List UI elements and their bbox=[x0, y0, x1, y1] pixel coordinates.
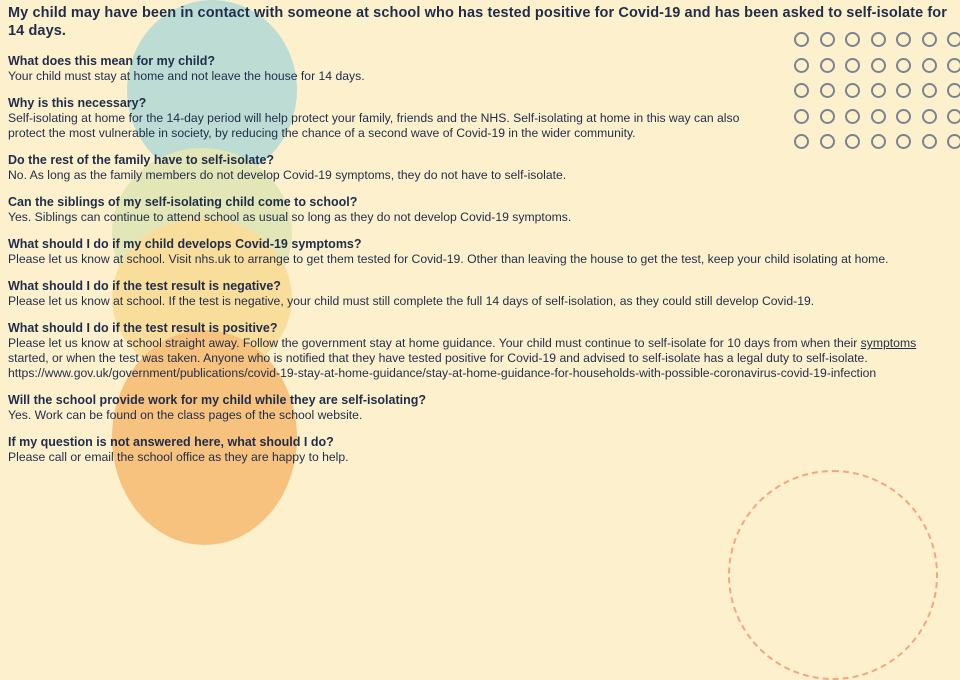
decorative-dashed-arc bbox=[728, 470, 938, 680]
answer-text: Please let us know at school straight away. Follow the government stay at home guidance. Your child must continue to self-isolate for 10 days from when their bbox=[8, 336, 861, 350]
faq-question: Will the school provide work for my child while they are self-isolating? bbox=[8, 393, 427, 407]
faq-item-why-necessary bbox=[8, 96, 953, 141]
faq-item-contact bbox=[8, 435, 953, 465]
faq-answer: Please let us know at school. Visit nhs.uk to arrange to get them tested for Covid-19. Other than leaving the house to get the test, keep your child isolating at home. bbox=[8, 252, 889, 266]
faq-answer: Your child must stay at home and not leave the house for 14 days. bbox=[8, 69, 365, 83]
faq-item-siblings bbox=[8, 195, 953, 225]
faq-answer: Yes. Work can be found on the class pages of the school website. bbox=[8, 408, 363, 422]
faq-item-meaning bbox=[8, 54, 953, 84]
faq-item-positive-result bbox=[8, 321, 953, 381]
faq-answer: Yes. Siblings can continue to attend school as usual so long as they do not develop Covid-19 symptoms. bbox=[8, 210, 572, 224]
faq-item-school-work bbox=[8, 393, 953, 423]
page-title: My child may have been in contact with someone at school who has tested positive for Covid-19 and has been asked to self-isolate for 14 days. bbox=[8, 5, 947, 39]
faq-item-symptoms bbox=[8, 237, 953, 267]
faq-question: If my question is not answered here, what should I do? bbox=[8, 435, 334, 449]
faq-answer: No. As long as the family members do not develop Covid-19 symptoms, they do not have to self-isolate. bbox=[8, 168, 567, 182]
faq-question: What should I do if the test result is positive? bbox=[8, 321, 278, 335]
faq-question: Do the rest of the family have to self-isolate? bbox=[8, 153, 275, 167]
faq-question: Can the siblings of my self-isolating child come to school? bbox=[8, 195, 358, 209]
answer-text: started, or when the test was taken. Anyone who is notified that they have tested positive for Covid-19 and advised to self-isolate has a legal duty to self-isolate. https://www.gov.uk/government/publications/covid-19-stay-at-home-guidance/stay-at-home-guidance-for-households-with-possible-coronavirus-covid-19-infection bbox=[8, 351, 877, 380]
faq-question: Why is this necessary? bbox=[8, 96, 147, 110]
faq-answer: Please let us know at school. If the test is negative, your child must still complete the full 14 days of self-isolation, as they could still develop Covid-19. bbox=[8, 294, 815, 308]
faq-document bbox=[8, 4, 953, 477]
faq-answer bbox=[8, 336, 953, 381]
faq-item-family bbox=[8, 153, 953, 183]
faq-answer: Please call or email the school office as they are happy to help. bbox=[8, 450, 349, 464]
faq-question: What should I do if my child develops Covid-19 symptoms? bbox=[8, 237, 362, 251]
faq-question: What does this mean for my child? bbox=[8, 54, 215, 68]
symptoms-link[interactable]: symptoms bbox=[860, 336, 917, 350]
faq-answer: Self-isolating at home for the 14-day period will help protect your family, friends and the NHS. Self-isolating at home in this way can also protect the most vulnerable in society, by reducing the chance of a second wave of Covid-19 in the wider community. bbox=[8, 111, 740, 140]
faq-question: What should I do if the test result is negative? bbox=[8, 279, 281, 293]
faq-item-negative-result bbox=[8, 279, 953, 309]
